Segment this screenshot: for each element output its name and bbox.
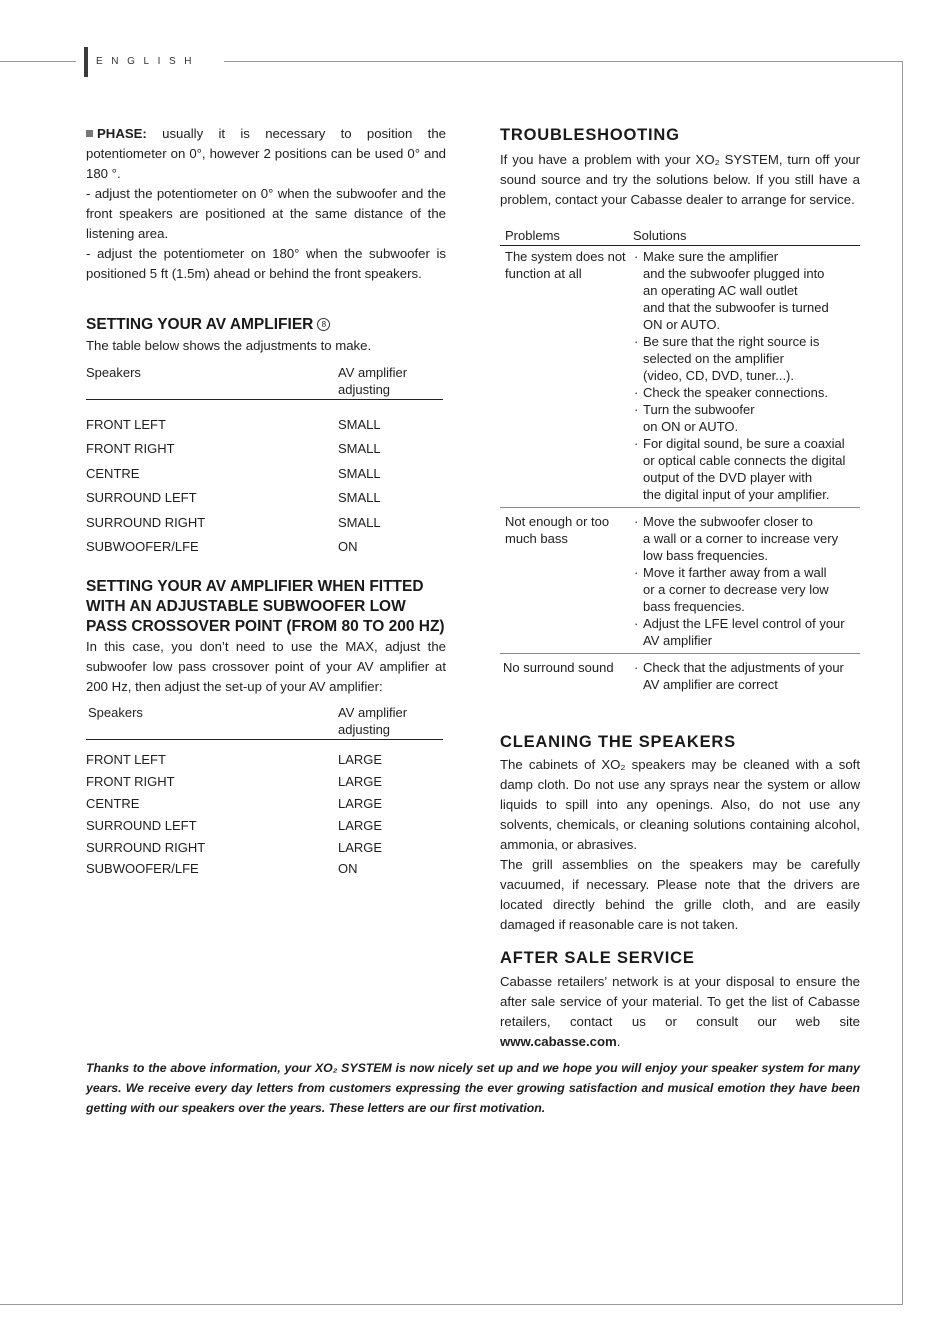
language-label: ENGLISH	[96, 56, 201, 67]
speaker-cell: SURROUND LEFT	[86, 490, 197, 506]
solutions-list	[633, 659, 860, 693]
col-header-adjusting: AV amplifier adjusting	[338, 705, 408, 738]
after-sale-text: Cabasse retailers’ network is at your disposal to ensure the after sale service of your material. To get the list of Cabasse retailers, contact us or consult our web site	[500, 974, 860, 1029]
frame-line-top	[224, 61, 903, 62]
setting2-intro: In this case, you don’t need to use the MAX, adjust the subwoofer low pass crossover point of your AV amplifier at 200 Hz, then adjust the set-up of your AV amplifier:	[86, 639, 446, 695]
troubleshooting-heading: TROUBLESHOOTING	[500, 126, 680, 144]
value-cell: LARGE	[338, 839, 383, 855]
phase-paragraph	[86, 124, 446, 184]
phase-label: PHASE:	[97, 126, 147, 141]
speaker-cell: SURROUND RIGHT	[86, 839, 206, 855]
solution-item: · Check that the adjustments of your AV amplifier are correct	[633, 659, 860, 693]
solutions-cell	[633, 248, 860, 503]
speaker-cell: FRONT RIGHT	[86, 774, 175, 790]
after-sale-heading: AFTER SALE SERVICE	[500, 949, 695, 967]
cleaning-heading: CLEANING THE SPEAKERS	[500, 733, 736, 751]
setting-av-amplifier-crossover-heading: SETTING YOUR AV AMPLIFIER WHEN FITTED WITH AN ADJUSTABLE SUBWOOFER LOW PASS CROSSOVER POINT (FROM 80 TO 200 HZ)	[86, 578, 445, 636]
table-row	[500, 508, 860, 654]
col-header-solutions: Solutions	[633, 228, 687, 243]
table-row	[86, 486, 443, 510]
frame-line-top-left	[0, 61, 76, 62]
right-column	[500, 124, 860, 1052]
cleaning-paragraph-2: The grill assemblies on the speakers may be carefully vacuumed, if necessary. Please note that the drivers are located directly behind the grille cloth, and are easily damaged if reasonable care is not taken.	[500, 857, 860, 932]
website-link[interactable]: www.cabasse.com	[500, 1034, 617, 1049]
cleaning-paragraph-1: The cabinets of XO₂ speakers may be cleaned with a soft damp cloth. Do not use any sprays near the system or allow liquids to spill into any openings. Also, do not use any solvents, chemicals, or cleaning solutions containing alcohol, ammonia, or abrasives.	[500, 757, 860, 852]
table-row	[86, 437, 443, 461]
solution-item: · Check the speaker connections.	[633, 384, 860, 401]
table-row	[86, 837, 443, 859]
troubleshooting-intro: If you have a problem with your XO₂ SYSTEM, turn off your sound source and try the solutions below. If you still have a problem, contact your Cabasse dealer to arrange for service.	[500, 152, 860, 207]
settings-table-small	[86, 364, 443, 559]
table-body	[86, 749, 443, 880]
solution-item: · Move the subwoofer closer to a wall or a corner to increase very low bass frequencies.	[633, 513, 860, 564]
solution-item: · Make sure the amplifier and the subwoofer plugged into an operating AC wall outlet and that the subwoofer is turned ON or AUTO.	[633, 248, 860, 333]
col-header-problems: Problems	[505, 228, 560, 243]
problem-cell: No surround sound	[503, 660, 614, 675]
speaker-cell: CENTRE	[86, 465, 140, 481]
problem-cell: The system does not function at all	[505, 249, 626, 281]
after-sale-paragraph	[500, 972, 860, 1052]
table-row	[500, 654, 860, 697]
value-cell: SMALL	[338, 441, 381, 457]
figure-reference-icon: 8	[317, 318, 330, 331]
table-header	[86, 704, 443, 740]
speaker-cell: FRONT RIGHT	[86, 441, 175, 457]
speaker-cell: SUBWOOFER/LFE	[86, 861, 199, 877]
col-header-speakers: Speakers	[86, 365, 141, 380]
setting1-intro: The table below shows the adjustments to make.	[86, 338, 372, 353]
solutions-cell	[633, 513, 860, 649]
speaker-cell: CENTRE	[86, 796, 140, 812]
value-cell: SMALL	[338, 514, 381, 530]
solution-item: · Move it farther away from a wall or a corner to decrease very low bass frequencies.	[633, 564, 860, 615]
phase-line-2: - adjust the potentiometer on 0° when the subwoofer and the front speakers are positioned at the same distance of the listening area.	[86, 186, 446, 241]
value-cell: SMALL	[338, 465, 381, 481]
solution-item: · For digital sound, be sure a coaxial or optical cable connects the digital output of the DVD player with the digital input of your amplifier.	[633, 435, 860, 503]
settings-table-large	[86, 704, 443, 880]
left-column	[86, 124, 446, 880]
solutions-list	[633, 248, 860, 503]
speaker-cell: FRONT LEFT	[86, 752, 166, 768]
table-row	[500, 246, 860, 508]
table-row	[86, 793, 443, 815]
table-row	[86, 749, 443, 771]
col-header-speakers: Speakers	[88, 705, 143, 721]
table-row	[86, 771, 443, 793]
speaker-cell: SURROUND RIGHT	[86, 514, 206, 530]
solution-item: · Turn the subwoofer on ON or AUTO.	[633, 401, 860, 435]
after-sale-end: .	[616, 1034, 621, 1049]
closing-message: Thanks to the above information, your XO₂ SYSTEM is now nicely set up and we hope you will enjoy your speaker system for many years. We receive every day letters from customers expressing the ever growing satisfaction and musical emotion they have been getting with our speakers over the years. These letters are our first motivation.	[86, 1061, 860, 1115]
table-row	[86, 815, 443, 837]
value-cell: LARGE	[338, 817, 383, 833]
value-cell: ON	[338, 539, 358, 555]
table-row	[86, 535, 443, 559]
value-cell: LARGE	[338, 774, 383, 790]
solution-item: · Be sure that the right source is selected on the amplifier (video, CD, DVD, tuner...).	[633, 333, 860, 384]
table-row	[86, 511, 443, 535]
value-cell: SMALL	[338, 417, 381, 432]
phase-line-3: - adjust the potentiometer on 180° when the subwoofer is positioned 5 ft (1.5m) ahead or behind the front speakers.	[86, 246, 446, 281]
frame-line-bottom	[0, 1304, 903, 1305]
solutions-list	[633, 513, 860, 649]
frame-line-right	[902, 61, 903, 1305]
table-row	[86, 858, 443, 880]
table-header	[500, 227, 860, 246]
setting-av-amplifier-title: SETTING YOUR AV AMPLIFIER	[86, 316, 314, 333]
table-header	[86, 364, 443, 400]
solutions-cell	[633, 659, 860, 693]
speaker-cell: SUBWOOFER/LFE	[86, 539, 199, 555]
setting-av-amplifier-heading	[86, 315, 446, 335]
troubleshooting-table	[500, 227, 860, 697]
col-header-adjusting: AV amplifier adjusting	[338, 365, 408, 397]
speaker-cell: FRONT LEFT	[86, 417, 166, 432]
table-row	[86, 462, 443, 486]
value-cell: ON	[338, 861, 358, 877]
square-bullet-icon	[86, 130, 93, 137]
value-cell: LARGE	[338, 752, 383, 768]
solution-item: · Adjust the LFE level control of your AV amplifier	[633, 615, 860, 649]
language-marker-bar	[84, 47, 88, 77]
value-cell: SMALL	[338, 490, 381, 506]
value-cell: LARGE	[338, 796, 383, 812]
table-row	[86, 413, 443, 437]
phase-text: usually it is necessary to position the potentiometer on 0°, however 2 positions can be used 0° and 180 °.	[86, 126, 446, 181]
problem-cell: Not enough or too much bass	[505, 514, 610, 546]
table-body	[86, 413, 443, 559]
speaker-cell: SURROUND LEFT	[86, 817, 197, 833]
